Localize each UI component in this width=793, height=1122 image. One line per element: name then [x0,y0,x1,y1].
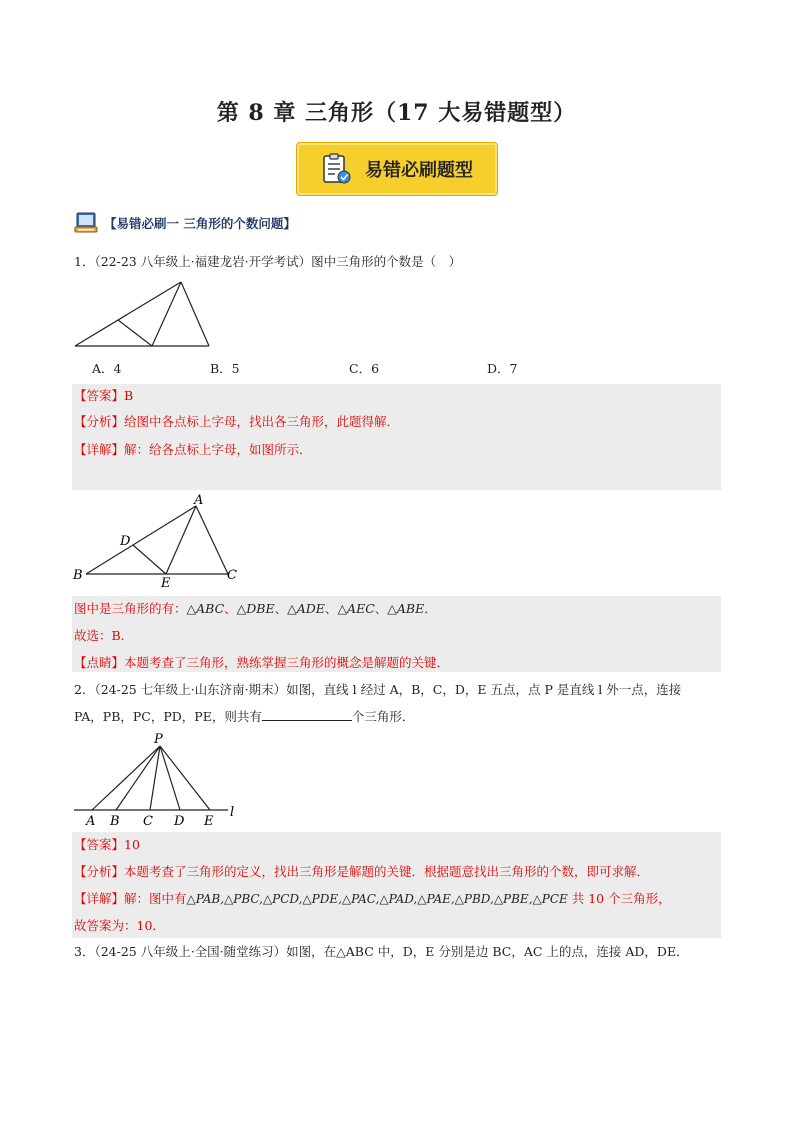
question-2-stem-line2 [74,706,414,727]
label-d: D [120,534,131,549]
label-a: A [86,814,96,828]
answer-value: 10 [124,837,140,852]
badge-banner [296,142,498,196]
label-e: E [204,814,214,828]
analysis-tag: 【分析】 [74,414,125,429]
label-b: B [73,568,83,583]
q2-answer-line [74,835,140,853]
question-3-stem: 3．（24-25 八年级上·全国·随堂练习）如图，在△ABC 中，D，E 分别是边 BC，AC 上的点，连接 AD，DE． [74,944,689,959]
comment-tag: 【点睛】 [74,655,125,670]
option-c: C．6 [349,361,380,376]
page-title: 第 8 章 三角形（17 大易错题型） [216,100,577,126]
section-heading [74,211,296,235]
option-b: B．5 [210,361,240,376]
label-l: l [230,805,235,820]
q2-analysis-line [74,862,649,880]
detail-post: 共 10 个三角形， [567,891,671,906]
question-2-figure [72,730,242,828]
q2-final: 故答案为：10． [74,918,165,933]
analysis-text: 本题考查了三角形的定义，找出三角形是解题的关键．根据题意找出三角形的个数，即可求解． [124,864,650,879]
label-c: C [143,814,153,828]
question-1-figure [72,278,212,350]
q1-detail-line [74,440,312,458]
computer-book-icon [74,211,100,235]
answer-tag: 【答案】 [74,837,125,852]
question-2-stem-line1: 2．（24-25 七年级上·山东济南·期末）如图，直线 l 经过 A，B，C，D，E 五点，点 P 是直线 l 外一点，连接 [74,682,682,697]
q1-result-line: 图中是三角形的有：△ABC、△DBE、△ADE、△AEC、△ABE． [74,601,437,616]
stem-pre: PA，PB，PC，PD，PE，则共有 [74,709,262,724]
triangle-list: △PAB,△PBC,△PCD,△PDE,△PAC,△PAD,△PAE,△PBD,△PBE,△PCE [186,892,568,906]
triangle-5: △ABE [387,601,425,616]
result-suffix: ． [424,601,437,616]
q1-choose: 故选：B． [74,628,134,643]
label-c: C [227,568,237,583]
badge-label: 易错必刷题型 [365,160,473,181]
analysis-tag: 【分析】 [74,864,125,879]
answer-value: B [124,388,134,403]
option-a: A．4 [92,361,122,376]
q1-solution-panel [72,384,721,490]
label-a: A [194,493,204,508]
section-title: 【易错必刷一 三角形的个数问题】 [104,216,296,231]
label-p: P [154,732,163,747]
q1-labeled-figure [72,490,238,588]
q1-comment-line [74,653,449,671]
answer-blank [262,706,352,721]
detail-tag: 【详解】 [74,891,125,906]
label-b: B [110,814,120,828]
detail-text: 解：给各点标上字母，如图所示． [124,442,312,457]
triangle-4: △AEC [337,601,375,616]
q2-solution-panel [72,832,721,938]
q1-answer-line [74,386,133,404]
analysis-text: 给图中各点标上字母，找出各三角形，此题得解． [124,414,400,429]
q2-detail-line [74,889,671,907]
stem-post: 个三角形． [351,709,415,724]
q1-analysis-line [74,412,399,430]
result-prefix: 图中是三角形的有： [74,601,187,616]
comment-text: 本题考查了三角形，熟练掌握三角形的概念是解题的关键． [124,655,450,670]
label-e: E [161,576,171,588]
detail-pre: 解：图中有 [124,891,187,906]
triangle-2: △DBE [236,601,275,616]
detail-tag: 【详解】 [74,442,125,457]
triangle-3: △ADE [287,601,325,616]
option-d: D．7 [487,361,518,376]
checklist-icon [319,152,353,186]
question-1-stem: 1．（22-23 八年级上·福建龙岩·开学考试）图中三角形的个数是（ ） [74,254,462,269]
triangle-1: △ABC [186,601,225,616]
label-d: D [174,814,185,828]
answer-tag: 【答案】 [74,388,125,403]
